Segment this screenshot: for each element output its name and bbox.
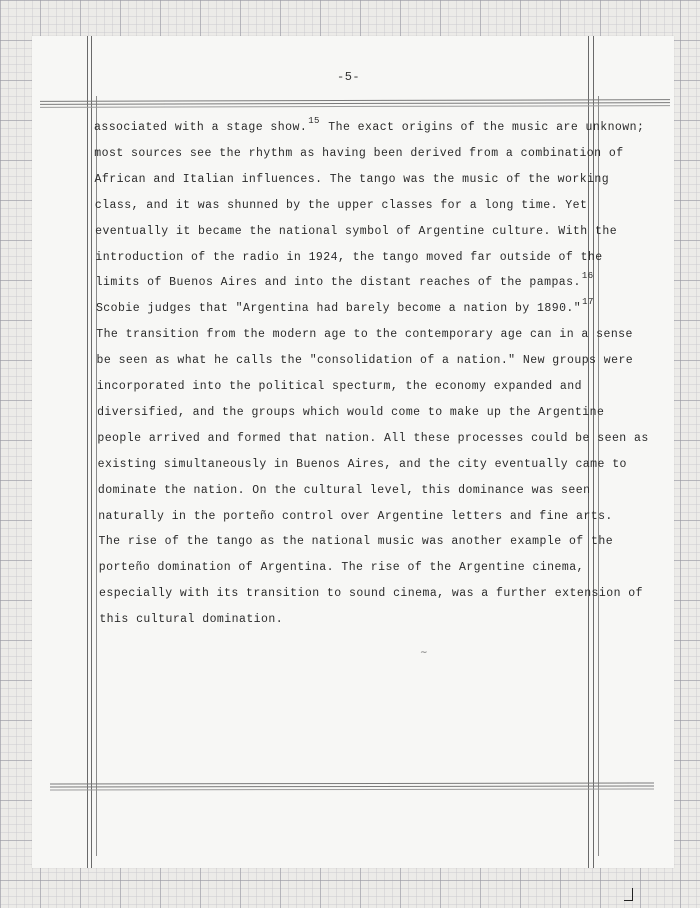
left-margin-rule bbox=[91, 36, 92, 868]
text-line bbox=[99, 561, 584, 575]
line-text: class, and it was shunned by the upper classes for a long time. Yet bbox=[94, 198, 588, 212]
text-line bbox=[98, 484, 591, 498]
line-text: incorporated into the political specturm, the economy expanded and bbox=[96, 380, 582, 393]
line-text: associated with a stage show. bbox=[94, 121, 308, 134]
footnote-marker: 17 bbox=[582, 297, 594, 308]
line-text: Scobie judges that "Argentina had barely become a nation by 1890." bbox=[95, 302, 582, 316]
text-line bbox=[95, 271, 595, 290]
line-text: The rise of the tango as the national music was another example of the bbox=[98, 535, 614, 549]
footnote-marker: 15 bbox=[308, 116, 320, 126]
line-text: existing simultaneously in Buenos Aires, and the city eventually came to bbox=[97, 457, 627, 471]
text-line bbox=[94, 116, 645, 135]
line-text: be seen as what he calls the "consolidation of a nation." New groups were bbox=[96, 354, 634, 368]
footer-rule bbox=[50, 782, 654, 784]
line-text: especially with its transition to sound cinema, was a further extension of bbox=[99, 587, 644, 601]
line-text: most sources see the rhythm as having been derived from a combination of bbox=[94, 146, 624, 160]
line-text: African and Italian influences. The tango was the music of the working bbox=[94, 172, 610, 186]
stray-mark: ~ bbox=[420, 648, 428, 658]
text-line bbox=[97, 432, 648, 446]
text-line bbox=[95, 199, 588, 213]
line-text: this cultural domination. bbox=[99, 613, 284, 627]
line-text: eventually it became the national symbol of Argentine culture. With the bbox=[95, 224, 618, 238]
text-line bbox=[95, 251, 602, 265]
text-line bbox=[95, 297, 595, 316]
text-line bbox=[95, 225, 617, 239]
line-text: porteño domination of Argentina. The rise of the Argentine cinema, bbox=[98, 561, 584, 575]
page-number: -5- bbox=[337, 70, 361, 84]
line-text: limits of Buenos Aires and into the distant reaches of the pampas. bbox=[95, 276, 581, 290]
text-line bbox=[98, 535, 613, 549]
line-text-continued: The exact origins of the music are unknown; bbox=[320, 121, 645, 134]
right-margin-rule bbox=[598, 96, 599, 856]
line-text: people arrived and formed that nation. All these processes could be seen as bbox=[97, 431, 649, 445]
text-line bbox=[98, 458, 627, 472]
line-text: naturally in the porteño control over Argentine letters and fine arts. bbox=[98, 509, 613, 523]
text-line bbox=[97, 354, 634, 368]
corner-crop-mark bbox=[624, 888, 633, 901]
text-line bbox=[96, 328, 633, 342]
line-text: The transition from the modern age to the contemporary age can in a sense bbox=[96, 328, 633, 342]
typed-page bbox=[32, 36, 674, 868]
line-text: introduction of the radio in 1924, the tango moved far outside of the bbox=[95, 250, 603, 264]
text-line bbox=[99, 587, 643, 601]
text-line bbox=[97, 406, 604, 420]
text-line bbox=[94, 147, 623, 161]
left-margin-rule bbox=[87, 36, 88, 868]
text-line bbox=[95, 173, 610, 187]
text-line bbox=[99, 613, 283, 627]
text-line bbox=[97, 380, 582, 394]
header-rule bbox=[40, 105, 670, 108]
text-line bbox=[98, 510, 613, 524]
line-text: diversified, and the groups which would come to make up the Argentine bbox=[97, 405, 605, 419]
footer-rule bbox=[50, 788, 654, 790]
footnote-marker: 16 bbox=[581, 271, 594, 282]
line-text: dominate the nation. On the cultural level, this dominance was seen bbox=[97, 483, 591, 497]
footer-rule bbox=[50, 785, 654, 787]
